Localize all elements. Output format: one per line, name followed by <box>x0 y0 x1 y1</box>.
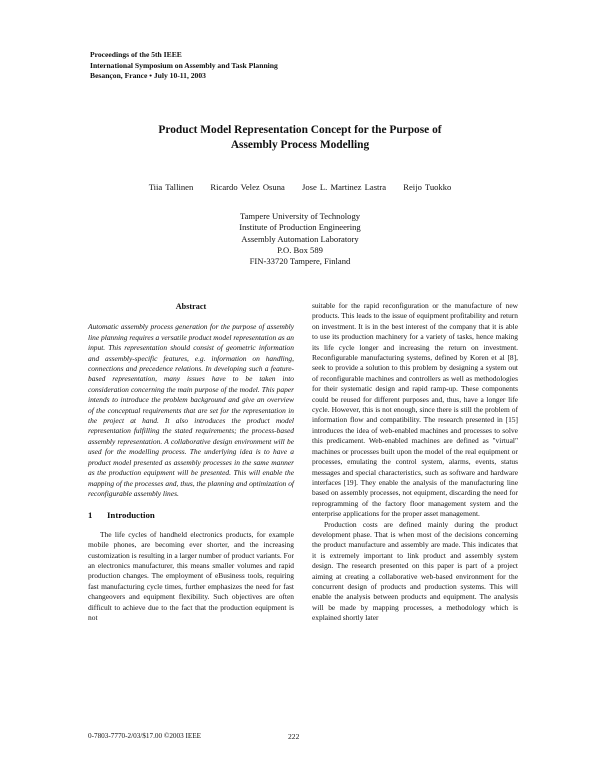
body-paragraph: Production costs are defined mainly during the product development phase. That is when most of the decisions concerning the product manufacture and assembly are made. This indicates that it is extremely important to link product and assembly system design. The research presented on this paper is part of a project aiming at creating a collaborative web-based environment for the concurrent design of products and production systems. This will enable the analysis between products and equipment. The analysis will be made by mapping processes, a methodology which is explained shortly later <box>312 519 518 623</box>
abstract-heading: Abstract <box>175 302 207 311</box>
page-number: 222 <box>288 732 300 741</box>
affiliation-po-box: P.O. Box 589 <box>277 244 323 255</box>
affiliation-block <box>150 211 450 267</box>
section-heading-introduction <box>88 510 294 520</box>
affiliation-laboratory: Assembly Automation Laboratory <box>241 233 359 244</box>
title-line-2: Assembly Process Modelling <box>230 139 370 151</box>
author-list <box>60 182 540 192</box>
introduction-paragraph: The life cycles of handheld electronics products, for example mobile phones, are becoming ever shorter, and the increasing customization is resulting in a larger number of product variants. For an electronics manufacturer, this means smaller volumes and rapid production changes. The employment of eBusiness tools, requiring fast manufacturing cycle times, further emphasizes the need for fast changeovers and equipment flexibility. Such objectives are often difficult to achieve due to the fact that the production equipment is not <box>88 529 294 622</box>
author-name: Reijo Tuokko <box>403 182 452 192</box>
section-title: Introduction <box>107 510 155 521</box>
affiliation-university: Tampere University of Technology <box>239 211 361 221</box>
body-paragraph-continued: suitable for the rapid reconfiguration or the manufacture of new products. This leads to the issue of equipment profitability and return on investment. It is in the best interest of the company that it is able to use its production machinery for a variety of tasks, hence making its life cycle longer and increasing the return on investment. Reconfigurable manufacturing systems, defined by Koren et al [8], seek to provide a solution to this problem by designing a system out of reconfigurable machines and controllers as well as methodologies for their systematic design and rapid ramp-up. These components could be reused for different purposes and, thus, have a longer life cycle. However, this is not enough, since there is still the problem of information flow and compatibility. The research presented in [15] introduces the idea of web-enabled machines and processes to solve this predicament. Web-enabled machines are defined as "virtual" machines or processes built upon the model of the real equipment or processes, emulating the control system, alarms, events, status messages and special characteristics, such as software and hardware interfaces [19]. They enable the analysis of the manufacturing line based on assembly processes, not equipment, discarding the need for reprogramming of the factory floor management system and the enterprise applications for the proper asset management. <box>312 301 518 519</box>
proceedings-line: Proceedings of the 5th IEEE <box>90 50 182 59</box>
symposium-line: International Symposium on Assembly and Task Planning <box>90 60 278 70</box>
author-name: Ricardo Velez Osuna <box>210 182 285 192</box>
copyright-footer: 0-7803-7770-2/03/$17.00 ©2003 IEEE <box>88 732 202 740</box>
author-name: Tiia Tallinen <box>148 182 194 192</box>
paper-title <box>60 123 540 153</box>
left-column <box>88 302 294 623</box>
section-number: 1 <box>88 510 93 521</box>
title-line-1: Product Model Representation Concept for the Purpose of <box>158 124 442 136</box>
affiliation-city: FIN-33720 Tampere, Finland <box>249 256 351 267</box>
abstract-text: Automatic assembly process generation for the purpose of assembly line planning requires a versatile product model representation as an input. This representation should consist of geometric information and assembly-specific features, e.g. information on handling, connections and precedence relations. In developing such a feature-based representation, many issues have to be taken into consideration concerning the main purpose of the model. This paper intends to introduce the problem background and give an overview of the conceptual requirements that are set for the representation in the project at hand. It also introduces the product model representation fulfilling the stated requirements; the process-based assembly representation. A collaborative design environment will be used for the modelling process. The underlying idea is to have a product model presented as assembly processes in the same manner as the production equipment will be presented. This will enable the mapping of the processes and, thus, the planning and optimization of reconfigurable assembly lines. <box>88 322 294 498</box>
author-name: Jose L. Martinez Lastra <box>301 182 387 192</box>
location-date-line: Besançon, France • July 10-11, 2003 <box>90 71 206 81</box>
affiliation-institute: Institute of Production Engineering <box>239 222 361 233</box>
right-column <box>312 301 518 624</box>
proceedings-header <box>90 50 390 82</box>
